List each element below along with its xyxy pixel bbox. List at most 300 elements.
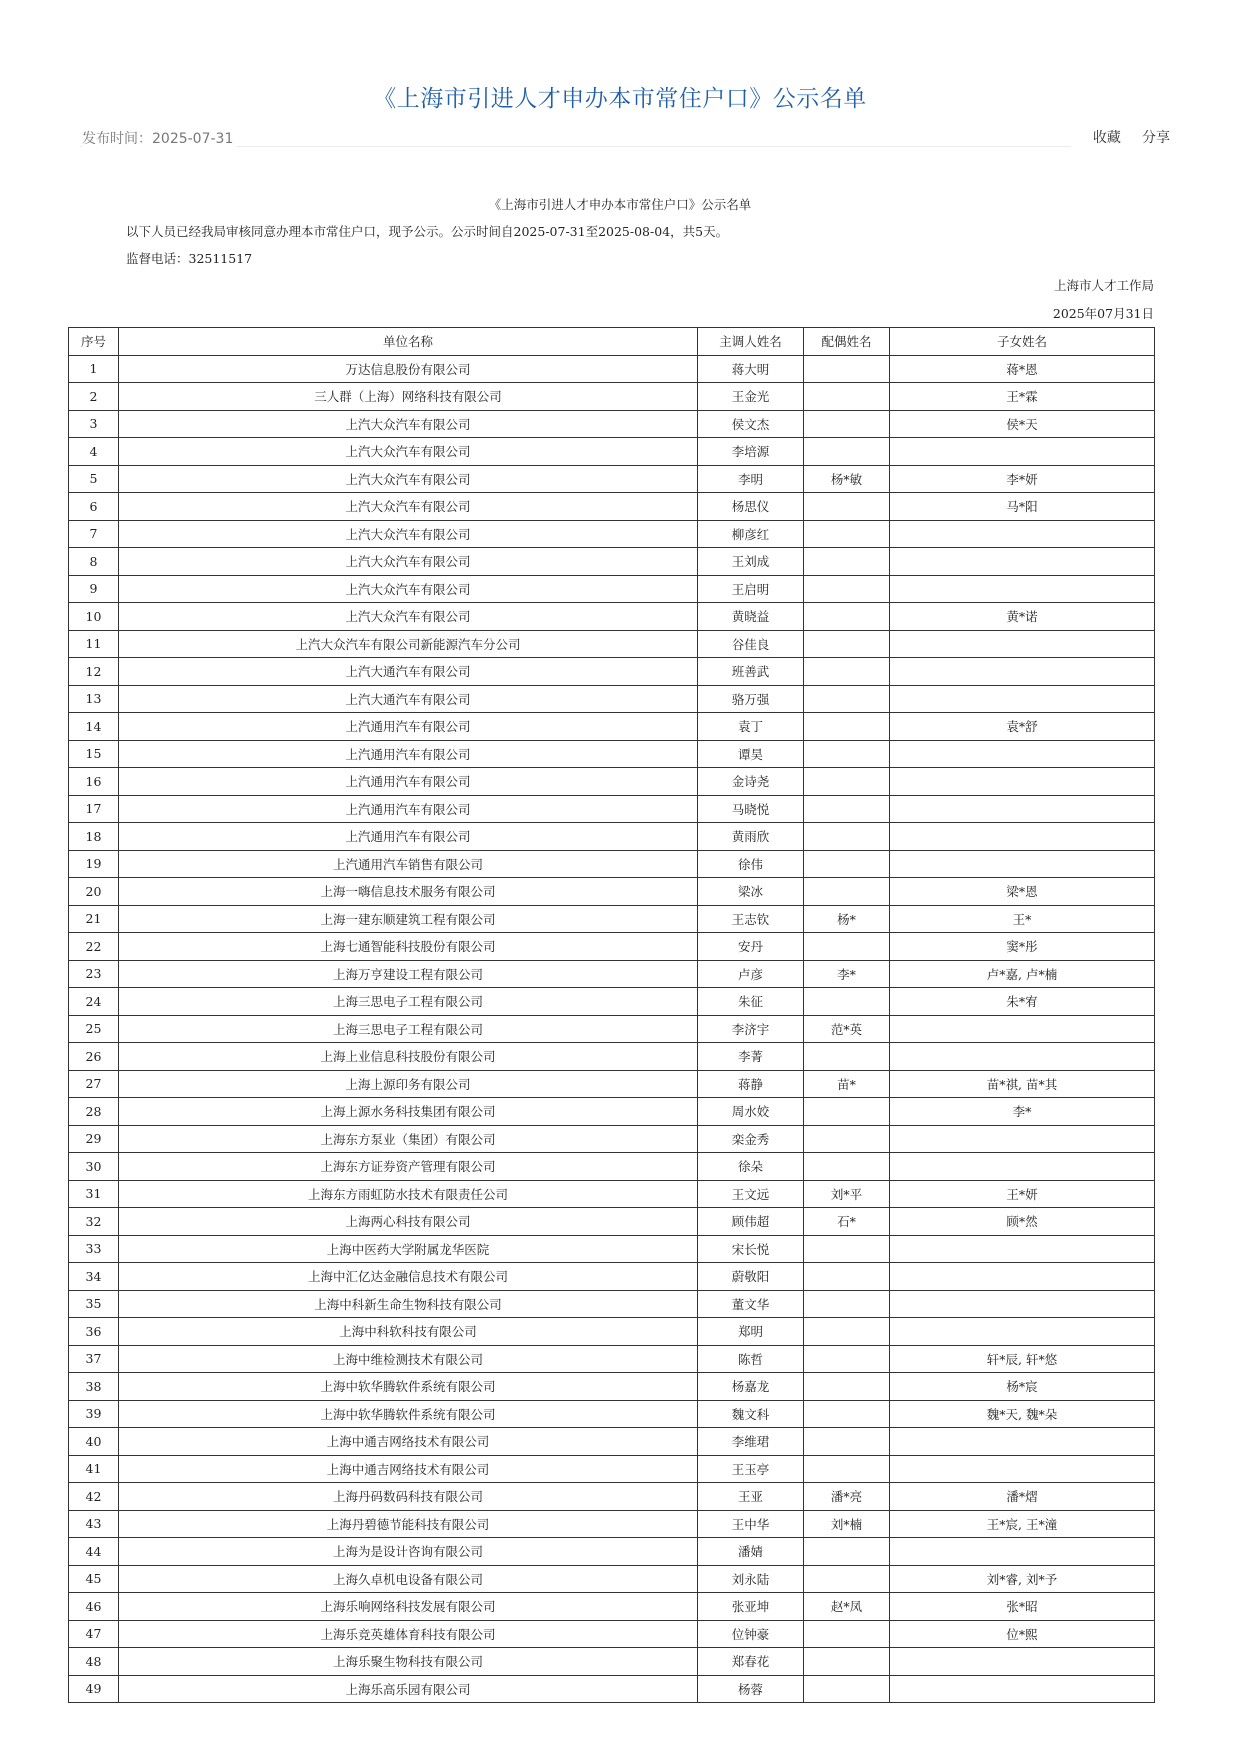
cell-children: 魏*天, 魏*朵 bbox=[890, 1400, 1155, 1428]
table-row bbox=[69, 795, 1155, 823]
cell-spouse bbox=[804, 1565, 890, 1593]
cell-main-applicant: 徐朵 bbox=[698, 1153, 804, 1181]
cell-unit: 上汽通用汽车有限公司 bbox=[119, 768, 698, 796]
cell-main-applicant: 杨思仪 bbox=[698, 493, 804, 521]
cell-seq: 23 bbox=[69, 960, 119, 988]
cell-seq: 38 bbox=[69, 1373, 119, 1401]
cell-main-applicant: 王启明 bbox=[698, 575, 804, 603]
cell-spouse: 赵*凤 bbox=[804, 1593, 890, 1621]
article-actions bbox=[1071, 127, 1170, 147]
cell-unit: 上海东方泵业（集团）有限公司 bbox=[119, 1125, 698, 1153]
cell-seq: 40 bbox=[69, 1428, 119, 1456]
table-row bbox=[69, 1593, 1155, 1621]
cell-main-applicant: 袁丁 bbox=[698, 713, 804, 741]
cell-unit: 万达信息股份有限公司 bbox=[119, 355, 698, 383]
cell-children: 马*阳 bbox=[890, 493, 1155, 521]
cell-seq: 24 bbox=[69, 988, 119, 1016]
cell-seq: 41 bbox=[69, 1455, 119, 1483]
cell-main-applicant: 梁冰 bbox=[698, 878, 804, 906]
cell-children bbox=[890, 823, 1155, 851]
table-row bbox=[69, 465, 1155, 493]
table-row bbox=[69, 493, 1155, 521]
cell-spouse bbox=[804, 823, 890, 851]
cell-children: 顾*然 bbox=[890, 1208, 1155, 1236]
cell-unit: 上海上源水务科技集团有限公司 bbox=[119, 1098, 698, 1126]
cell-main-applicant: 王玉亭 bbox=[698, 1455, 804, 1483]
cell-children bbox=[890, 1428, 1155, 1456]
cell-seq: 5 bbox=[69, 465, 119, 493]
cell-children: 朱*宥 bbox=[890, 988, 1155, 1016]
cell-unit: 上汽大通汽车有限公司 bbox=[119, 685, 698, 713]
cell-spouse bbox=[804, 1428, 890, 1456]
table-row bbox=[69, 1043, 1155, 1071]
cell-children bbox=[890, 1675, 1155, 1703]
cell-seq: 39 bbox=[69, 1400, 119, 1428]
cell-main-applicant: 王中华 bbox=[698, 1510, 804, 1538]
cell-children: 黄*诺 bbox=[890, 603, 1155, 631]
cell-unit: 上海上业信息科技股份有限公司 bbox=[119, 1043, 698, 1071]
cell-unit: 上汽大众汽车有限公司 bbox=[119, 493, 698, 521]
cell-main-applicant: 李菁 bbox=[698, 1043, 804, 1071]
cell-spouse bbox=[804, 795, 890, 823]
cell-main-applicant: 卢彦 bbox=[698, 960, 804, 988]
cell-children bbox=[890, 795, 1155, 823]
cell-unit: 上汽通用汽车有限公司 bbox=[119, 740, 698, 768]
cell-spouse: 苗* bbox=[804, 1070, 890, 1098]
table-row bbox=[69, 1015, 1155, 1043]
cell-main-applicant: 魏文科 bbox=[698, 1400, 804, 1428]
table-row bbox=[69, 878, 1155, 906]
cell-children: 王*霖 bbox=[890, 383, 1155, 411]
cell-spouse bbox=[804, 1153, 890, 1181]
cell-children: 卢*嘉, 卢*楠 bbox=[890, 960, 1155, 988]
table-row bbox=[69, 658, 1155, 686]
cell-main-applicant: 杨嘉龙 bbox=[698, 1373, 804, 1401]
table-row bbox=[69, 438, 1155, 466]
table-row bbox=[69, 933, 1155, 961]
cell-spouse bbox=[804, 768, 890, 796]
cell-children: 位*熙 bbox=[890, 1620, 1155, 1648]
table-row bbox=[69, 1510, 1155, 1538]
cell-unit: 上汽大通汽车有限公司 bbox=[119, 658, 698, 686]
cell-unit: 上海东方证券资产管理有限公司 bbox=[119, 1153, 698, 1181]
table-row bbox=[69, 1208, 1155, 1236]
cell-seq: 9 bbox=[69, 575, 119, 603]
table-row bbox=[69, 355, 1155, 383]
cell-spouse bbox=[804, 1263, 890, 1291]
table-row bbox=[69, 1180, 1155, 1208]
cell-children bbox=[890, 1290, 1155, 1318]
cell-spouse bbox=[804, 740, 890, 768]
cell-children: 蒋*恩 bbox=[890, 355, 1155, 383]
table-row bbox=[69, 1290, 1155, 1318]
issue-date: 2025年07月31日 bbox=[1052, 306, 1154, 321]
cell-unit: 上海乐竞英雄体育科技有限公司 bbox=[119, 1620, 698, 1648]
cell-children: 轩*辰, 轩*悠 bbox=[890, 1345, 1155, 1373]
table-row bbox=[69, 1483, 1155, 1511]
cell-main-applicant: 王刘成 bbox=[698, 548, 804, 576]
cell-unit: 上汽大众汽车有限公司 bbox=[119, 465, 698, 493]
cell-unit: 上海一嗨信息技术服务有限公司 bbox=[119, 878, 698, 906]
cell-main-applicant: 郑春花 bbox=[698, 1648, 804, 1676]
cell-seq: 3 bbox=[69, 410, 119, 438]
cell-spouse bbox=[804, 1538, 890, 1566]
cell-children: 杨*宸 bbox=[890, 1373, 1155, 1401]
cell-seq: 20 bbox=[69, 878, 119, 906]
table-row bbox=[69, 410, 1155, 438]
cell-unit: 上海中科新生命生物科技有限公司 bbox=[119, 1290, 698, 1318]
cell-seq: 44 bbox=[69, 1538, 119, 1566]
cell-unit: 上海中软华腾软件系统有限公司 bbox=[119, 1400, 698, 1428]
table-row bbox=[69, 713, 1155, 741]
cell-seq: 8 bbox=[69, 548, 119, 576]
cell-children: 侯*天 bbox=[890, 410, 1155, 438]
cell-seq: 15 bbox=[69, 740, 119, 768]
cell-main-applicant: 谷佳良 bbox=[698, 630, 804, 658]
cell-main-applicant: 黄晓益 bbox=[698, 603, 804, 631]
header-spouse: 配偶姓名 bbox=[804, 328, 890, 356]
cell-seq: 34 bbox=[69, 1263, 119, 1291]
cell-main-applicant: 张亚坤 bbox=[698, 1593, 804, 1621]
cell-unit: 上汽通用汽车销售有限公司 bbox=[119, 850, 698, 878]
cell-spouse bbox=[804, 1290, 890, 1318]
table-row bbox=[69, 1263, 1155, 1291]
cell-spouse bbox=[804, 1318, 890, 1346]
cell-spouse: 石* bbox=[804, 1208, 890, 1236]
publish-time: 发布时间：2025-07-31 bbox=[82, 128, 237, 148]
cell-children bbox=[890, 575, 1155, 603]
cell-spouse bbox=[804, 878, 890, 906]
cell-unit: 上汽大众汽车有限公司 bbox=[119, 548, 698, 576]
cell-seq: 42 bbox=[69, 1483, 119, 1511]
cell-children: 苗*祺, 苗*其 bbox=[890, 1070, 1155, 1098]
cell-unit: 上海中医药大学附属龙华医院 bbox=[119, 1235, 698, 1263]
table-row bbox=[69, 1098, 1155, 1126]
cell-spouse bbox=[804, 1098, 890, 1126]
cell-seq: 7 bbox=[69, 520, 119, 548]
table-row bbox=[69, 1648, 1155, 1676]
table-row bbox=[69, 1153, 1155, 1181]
cell-spouse bbox=[804, 1235, 890, 1263]
cell-unit: 上海三思电子工程有限公司 bbox=[119, 1015, 698, 1043]
table-row bbox=[69, 548, 1155, 576]
cell-unit: 上海乐响网络科技发展有限公司 bbox=[119, 1593, 698, 1621]
cell-main-applicant: 马晓悦 bbox=[698, 795, 804, 823]
cell-unit: 上海上源印务有限公司 bbox=[119, 1070, 698, 1098]
cell-main-applicant: 李培源 bbox=[698, 438, 804, 466]
cell-seq: 48 bbox=[69, 1648, 119, 1676]
table-row bbox=[69, 1428, 1155, 1456]
cell-spouse bbox=[804, 575, 890, 603]
cell-unit: 上海久卓机电设备有限公司 bbox=[119, 1565, 698, 1593]
cell-main-applicant: 周水姣 bbox=[698, 1098, 804, 1126]
cell-children: 袁*舒 bbox=[890, 713, 1155, 741]
cell-spouse: 潘*亮 bbox=[804, 1483, 890, 1511]
cell-seq: 37 bbox=[69, 1345, 119, 1373]
cell-spouse: 李* bbox=[804, 960, 890, 988]
cell-seq: 32 bbox=[69, 1208, 119, 1236]
cell-seq: 33 bbox=[69, 1235, 119, 1263]
cell-main-applicant: 李维珺 bbox=[698, 1428, 804, 1456]
cell-seq: 36 bbox=[69, 1318, 119, 1346]
table-header-row bbox=[69, 328, 1155, 356]
cell-seq: 30 bbox=[69, 1153, 119, 1181]
cell-seq: 46 bbox=[69, 1593, 119, 1621]
meta-bar bbox=[80, 126, 1170, 147]
cell-children: 李* bbox=[890, 1098, 1155, 1126]
page-title: 《上海市引进人才申办本市常住户口》公示名单 bbox=[373, 86, 867, 112]
issuing-agency: 上海市人才工作局 bbox=[1053, 278, 1154, 293]
cell-spouse bbox=[804, 658, 890, 686]
cell-main-applicant: 位钟豪 bbox=[698, 1620, 804, 1648]
cell-seq: 17 bbox=[69, 795, 119, 823]
table-row bbox=[69, 1373, 1155, 1401]
table-row bbox=[69, 520, 1155, 548]
cell-main-applicant: 李明 bbox=[698, 465, 804, 493]
table-row bbox=[69, 768, 1155, 796]
cell-main-applicant: 顾伟超 bbox=[698, 1208, 804, 1236]
cell-main-applicant: 栾金秀 bbox=[698, 1125, 804, 1153]
cell-spouse bbox=[804, 685, 890, 713]
cell-children bbox=[890, 1125, 1155, 1153]
table-row bbox=[69, 685, 1155, 713]
header-unit: 单位名称 bbox=[119, 328, 698, 356]
cell-seq: 35 bbox=[69, 1290, 119, 1318]
cell-children: 王*宸, 王*潼 bbox=[890, 1510, 1155, 1538]
cell-main-applicant: 李济宇 bbox=[698, 1015, 804, 1043]
cell-children: 梁*恩 bbox=[890, 878, 1155, 906]
cell-spouse bbox=[804, 548, 890, 576]
cell-seq: 28 bbox=[69, 1098, 119, 1126]
cell-unit: 上海为是设计咨询有限公司 bbox=[119, 1538, 698, 1566]
cell-unit: 上汽大众汽车有限公司 bbox=[119, 603, 698, 631]
cell-seq: 11 bbox=[69, 630, 119, 658]
cell-seq: 43 bbox=[69, 1510, 119, 1538]
cell-children bbox=[890, 1153, 1155, 1181]
cell-spouse bbox=[804, 1620, 890, 1648]
cell-seq: 19 bbox=[69, 850, 119, 878]
cell-children bbox=[890, 1648, 1155, 1676]
cell-spouse bbox=[804, 520, 890, 548]
cell-spouse bbox=[804, 988, 890, 1016]
table-row bbox=[69, 1675, 1155, 1703]
cell-main-applicant: 班善武 bbox=[698, 658, 804, 686]
header-seq: 序号 bbox=[69, 328, 119, 356]
cell-main-applicant: 骆万强 bbox=[698, 685, 804, 713]
cell-main-applicant: 郑明 bbox=[698, 1318, 804, 1346]
cell-unit: 上海一建东顺建筑工程有限公司 bbox=[119, 905, 698, 933]
cell-spouse: 杨* bbox=[804, 905, 890, 933]
cell-children: 潘*熠 bbox=[890, 1483, 1155, 1511]
cell-seq: 13 bbox=[69, 685, 119, 713]
cell-spouse: 杨*敏 bbox=[804, 465, 890, 493]
cell-children: 王*妍 bbox=[890, 1180, 1155, 1208]
table-row bbox=[69, 1538, 1155, 1566]
table-row bbox=[69, 960, 1155, 988]
header-main-applicant: 主调人姓名 bbox=[698, 328, 804, 356]
cell-spouse bbox=[804, 1345, 890, 1373]
cell-main-applicant: 王金光 bbox=[698, 383, 804, 411]
cell-spouse bbox=[804, 355, 890, 383]
cell-spouse bbox=[804, 1455, 890, 1483]
table-row bbox=[69, 1620, 1155, 1648]
cell-unit: 上汽大众汽车有限公司 bbox=[119, 438, 698, 466]
cell-children bbox=[890, 1538, 1155, 1566]
favorite-button[interactable]: 收藏 bbox=[1092, 130, 1121, 146]
table-row bbox=[69, 823, 1155, 851]
notice-text: 以下人员已经我局审核同意办理本市常住户口，现予公示。公示时间自2025-07-31至2025-08-04，共5天。 bbox=[126, 224, 729, 239]
cell-spouse: 刘*平 bbox=[804, 1180, 890, 1208]
table-row bbox=[69, 1318, 1155, 1346]
cell-children bbox=[890, 1235, 1155, 1263]
cell-children bbox=[890, 520, 1155, 548]
table-row bbox=[69, 850, 1155, 878]
cell-spouse bbox=[804, 603, 890, 631]
cell-children bbox=[890, 1015, 1155, 1043]
table-row bbox=[69, 1070, 1155, 1098]
cell-children bbox=[890, 548, 1155, 576]
cell-spouse bbox=[804, 493, 890, 521]
cell-main-applicant: 王亚 bbox=[698, 1483, 804, 1511]
cell-main-applicant: 王文远 bbox=[698, 1180, 804, 1208]
cell-seq: 16 bbox=[69, 768, 119, 796]
table-row bbox=[69, 1125, 1155, 1153]
cell-children bbox=[890, 658, 1155, 686]
cell-seq: 22 bbox=[69, 933, 119, 961]
cell-main-applicant: 金诗尧 bbox=[698, 768, 804, 796]
cell-seq: 27 bbox=[69, 1070, 119, 1098]
cell-spouse bbox=[804, 850, 890, 878]
table-row bbox=[69, 905, 1155, 933]
cell-children bbox=[890, 850, 1155, 878]
cell-unit: 上海七通智能科技股份有限公司 bbox=[119, 933, 698, 961]
cell-unit: 上汽大众汽车有限公司 bbox=[119, 520, 698, 548]
share-button[interactable]: 分享 bbox=[1142, 130, 1170, 146]
cell-children: 刘*睿, 刘*予 bbox=[890, 1565, 1155, 1593]
cell-main-applicant: 朱征 bbox=[698, 988, 804, 1016]
cell-spouse bbox=[804, 410, 890, 438]
cell-main-applicant: 蒋静 bbox=[698, 1070, 804, 1098]
cell-spouse bbox=[804, 383, 890, 411]
cell-children: 王* bbox=[890, 905, 1155, 933]
table-row bbox=[69, 603, 1155, 631]
cell-unit: 上海中维检测技术有限公司 bbox=[119, 1345, 698, 1373]
cell-spouse: 范*英 bbox=[804, 1015, 890, 1043]
cell-unit: 上海丹碧德节能科技有限公司 bbox=[119, 1510, 698, 1538]
cell-unit: 上汽通用汽车有限公司 bbox=[119, 823, 698, 851]
cell-spouse bbox=[804, 438, 890, 466]
cell-main-applicant: 黄雨欣 bbox=[698, 823, 804, 851]
cell-main-applicant: 蔚敬阳 bbox=[698, 1263, 804, 1291]
cell-unit: 上海中汇亿达金融信息技术有限公司 bbox=[119, 1263, 698, 1291]
cell-children bbox=[890, 768, 1155, 796]
cell-unit: 上汽通用汽车有限公司 bbox=[119, 713, 698, 741]
cell-unit: 上海中软华腾软件系统有限公司 bbox=[119, 1373, 698, 1401]
table-row bbox=[69, 988, 1155, 1016]
cell-seq: 47 bbox=[69, 1620, 119, 1648]
roster-table bbox=[68, 327, 1155, 1703]
cell-unit: 上海中科软科技有限公司 bbox=[119, 1318, 698, 1346]
cell-unit: 上海乐高乐园有限公司 bbox=[119, 1675, 698, 1703]
cell-main-applicant: 侯文杰 bbox=[698, 410, 804, 438]
table-row bbox=[69, 575, 1155, 603]
cell-seq: 14 bbox=[69, 713, 119, 741]
cell-children bbox=[890, 1455, 1155, 1483]
cell-children: 窦*彤 bbox=[890, 933, 1155, 961]
cell-unit: 上海东方雨虹防水技术有限责任公司 bbox=[119, 1180, 698, 1208]
table-row bbox=[69, 1455, 1155, 1483]
table-row bbox=[69, 1235, 1155, 1263]
cell-seq: 31 bbox=[69, 1180, 119, 1208]
cell-seq: 1 bbox=[69, 355, 119, 383]
cell-seq: 21 bbox=[69, 905, 119, 933]
document-heading: 《上海市引进人才申办本市常住户口》公示名单 bbox=[488, 197, 752, 212]
cell-seq: 2 bbox=[69, 383, 119, 411]
table-row bbox=[69, 740, 1155, 768]
cell-seq: 45 bbox=[69, 1565, 119, 1593]
cell-seq: 4 bbox=[69, 438, 119, 466]
cell-children: 张*昭 bbox=[890, 1593, 1155, 1621]
cell-main-applicant: 刘永陆 bbox=[698, 1565, 804, 1593]
header-children: 子女姓名 bbox=[890, 328, 1155, 356]
cell-main-applicant: 董文华 bbox=[698, 1290, 804, 1318]
cell-children bbox=[890, 438, 1155, 466]
cell-spouse bbox=[804, 1648, 890, 1676]
cell-unit: 三人群（上海）网络科技有限公司 bbox=[119, 383, 698, 411]
table-row bbox=[69, 1345, 1155, 1373]
cell-main-applicant: 谭昊 bbox=[698, 740, 804, 768]
table-row bbox=[69, 383, 1155, 411]
table-row bbox=[69, 1400, 1155, 1428]
cell-spouse bbox=[804, 1043, 890, 1071]
cell-unit: 上汽大众汽车有限公司新能源汽车分公司 bbox=[119, 630, 698, 658]
cell-seq: 18 bbox=[69, 823, 119, 851]
cell-unit: 上汽大众汽车有限公司 bbox=[119, 410, 698, 438]
cell-spouse bbox=[804, 713, 890, 741]
roster-body bbox=[69, 355, 1155, 1703]
cell-seq: 25 bbox=[69, 1015, 119, 1043]
cell-spouse bbox=[804, 1400, 890, 1428]
cell-main-applicant: 潘婧 bbox=[698, 1538, 804, 1566]
table-row bbox=[69, 1565, 1155, 1593]
cell-spouse bbox=[804, 933, 890, 961]
cell-seq: 29 bbox=[69, 1125, 119, 1153]
cell-spouse bbox=[804, 1675, 890, 1703]
cell-seq: 10 bbox=[69, 603, 119, 631]
cell-spouse bbox=[804, 1125, 890, 1153]
cell-main-applicant: 王志钦 bbox=[698, 905, 804, 933]
cell-main-applicant: 柳彦红 bbox=[698, 520, 804, 548]
cell-spouse bbox=[804, 630, 890, 658]
cell-unit: 上海万亨建设工程有限公司 bbox=[119, 960, 698, 988]
cell-children bbox=[890, 685, 1155, 713]
supervision-phone: 监督电话：32511517 bbox=[126, 251, 253, 266]
cell-children bbox=[890, 1318, 1155, 1346]
cell-main-applicant: 陈哲 bbox=[698, 1345, 804, 1373]
cell-unit: 上海乐聚生物科技有限公司 bbox=[119, 1648, 698, 1676]
cell-children bbox=[890, 1263, 1155, 1291]
cell-seq: 26 bbox=[69, 1043, 119, 1071]
cell-seq: 6 bbox=[69, 493, 119, 521]
cell-unit: 上汽大众汽车有限公司 bbox=[119, 575, 698, 603]
cell-main-applicant: 安丹 bbox=[698, 933, 804, 961]
cell-spouse: 刘*楠 bbox=[804, 1510, 890, 1538]
cell-children bbox=[890, 1043, 1155, 1071]
cell-unit: 上汽通用汽车有限公司 bbox=[119, 795, 698, 823]
cell-main-applicant: 蒋大明 bbox=[698, 355, 804, 383]
cell-spouse bbox=[804, 1373, 890, 1401]
cell-main-applicant: 宋长悦 bbox=[698, 1235, 804, 1263]
